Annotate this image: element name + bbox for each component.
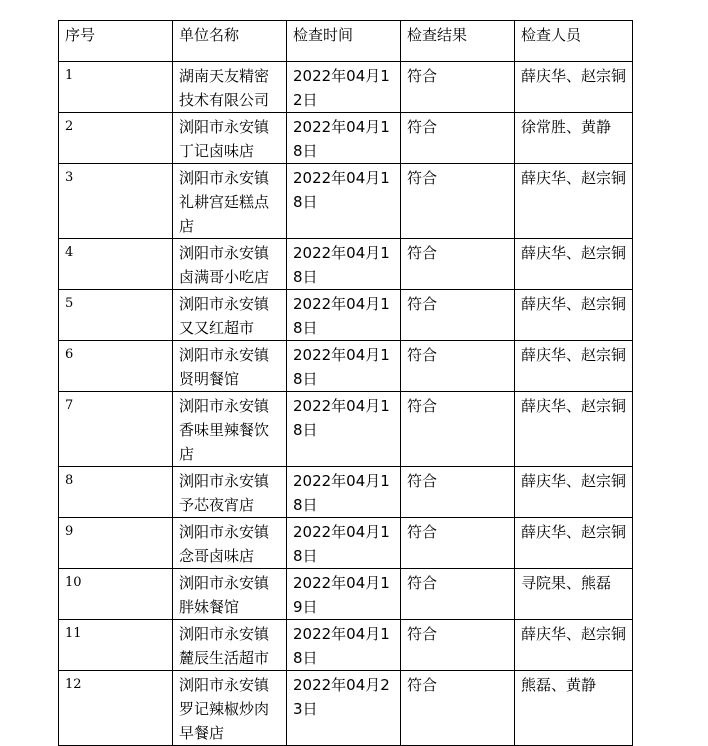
cell-date: 2022年04月18日 [287, 392, 401, 467]
header-cell-inspectors: 检查人员 [515, 21, 633, 62]
cell-date: 2022年04月12日 [287, 62, 401, 113]
cell-date: 2022年04月18日 [287, 341, 401, 392]
table-row [59, 239, 633, 290]
table-row [59, 467, 633, 518]
cell-result: 符合 [401, 341, 515, 392]
cell-inspectors: 薛庆华、赵宗铜 [515, 620, 633, 671]
table-row [59, 164, 633, 239]
cell-no: 8 [59, 467, 173, 518]
cell-no: 3 [59, 164, 173, 239]
cell-date: 2022年04月18日 [287, 113, 401, 164]
cell-unit: 浏阳市永安镇丁记卤味店 [173, 113, 287, 164]
cell-inspectors: 徐常胜、黄静 [515, 113, 633, 164]
table-header-row [59, 21, 633, 62]
cell-result: 符合 [401, 671, 515, 746]
header-cell-unit: 单位名称 [173, 21, 287, 62]
inspection-table [58, 20, 633, 746]
cell-inspectors: 薛庆华、赵宗铜 [515, 518, 633, 569]
table-row [59, 671, 633, 746]
cell-inspectors: 薛庆华、赵宗铜 [515, 239, 633, 290]
cell-unit: 浏阳市永安镇又又红超市 [173, 290, 287, 341]
cell-result: 符合 [401, 62, 515, 113]
cell-no: 7 [59, 392, 173, 467]
cell-date: 2022年04月18日 [287, 518, 401, 569]
table-row [59, 392, 633, 467]
cell-inspectors: 薛庆华、赵宗铜 [515, 164, 633, 239]
table-row [59, 341, 633, 392]
cell-no: 9 [59, 518, 173, 569]
cell-unit: 浏阳市永安镇贤明餐馆 [173, 341, 287, 392]
cell-result: 符合 [401, 620, 515, 671]
table-row [59, 290, 633, 341]
cell-date: 2022年04月23日 [287, 671, 401, 746]
cell-unit: 浏阳市永安镇胖妹餐馆 [173, 569, 287, 620]
cell-no: 12 [59, 671, 173, 746]
cell-result: 符合 [401, 239, 515, 290]
cell-inspectors: 薛庆华、赵宗铜 [515, 467, 633, 518]
cell-date: 2022年04月18日 [287, 467, 401, 518]
header-cell-result: 检查结果 [401, 21, 515, 62]
cell-unit: 浏阳市永安镇罗记辣椒炒肉早餐店 [173, 671, 287, 746]
header-cell-no: 序号 [59, 21, 173, 62]
cell-inspectors: 薛庆华、赵宗铜 [515, 341, 633, 392]
cell-no: 6 [59, 341, 173, 392]
cell-unit: 浏阳市永安镇麓辰生活超市 [173, 620, 287, 671]
cell-inspectors: 薛庆华、赵宗铜 [515, 62, 633, 113]
cell-unit: 浏阳市永安镇予芯夜宵店 [173, 467, 287, 518]
cell-date: 2022年04月18日 [287, 290, 401, 341]
cell-no: 11 [59, 620, 173, 671]
cell-inspectors: 寻院果、熊磊 [515, 569, 633, 620]
cell-result: 符合 [401, 392, 515, 467]
cell-unit: 浏阳市永安镇卤满哥小吃店 [173, 239, 287, 290]
cell-result: 符合 [401, 467, 515, 518]
cell-result: 符合 [401, 569, 515, 620]
cell-inspectors: 薛庆华、赵宗铜 [515, 392, 633, 467]
table-row [59, 620, 633, 671]
cell-date: 2022年04月19日 [287, 569, 401, 620]
cell-date: 2022年04月18日 [287, 239, 401, 290]
table-row [59, 62, 633, 113]
cell-date: 2022年04月18日 [287, 164, 401, 239]
table-row [59, 569, 633, 620]
table-row [59, 113, 633, 164]
cell-date: 2022年04月18日 [287, 620, 401, 671]
cell-no: 5 [59, 290, 173, 341]
cell-inspectors: 薛庆华、赵宗铜 [515, 290, 633, 341]
cell-result: 符合 [401, 518, 515, 569]
cell-unit: 浏阳市永安镇念哥卤味店 [173, 518, 287, 569]
cell-no: 4 [59, 239, 173, 290]
header-cell-date: 检查时间 [287, 21, 401, 62]
cell-inspectors: 熊磊、黄静 [515, 671, 633, 746]
cell-unit: 湖南天友精密技术有限公司 [173, 62, 287, 113]
cell-unit: 浏阳市永安镇礼耕宫廷糕点店 [173, 164, 287, 239]
cell-no: 1 [59, 62, 173, 113]
cell-no: 2 [59, 113, 173, 164]
cell-no: 10 [59, 569, 173, 620]
cell-result: 符合 [401, 164, 515, 239]
cell-result: 符合 [401, 290, 515, 341]
cell-unit: 浏阳市永安镇香味里辣餐饮店 [173, 392, 287, 467]
cell-result: 符合 [401, 113, 515, 164]
table-row [59, 518, 633, 569]
